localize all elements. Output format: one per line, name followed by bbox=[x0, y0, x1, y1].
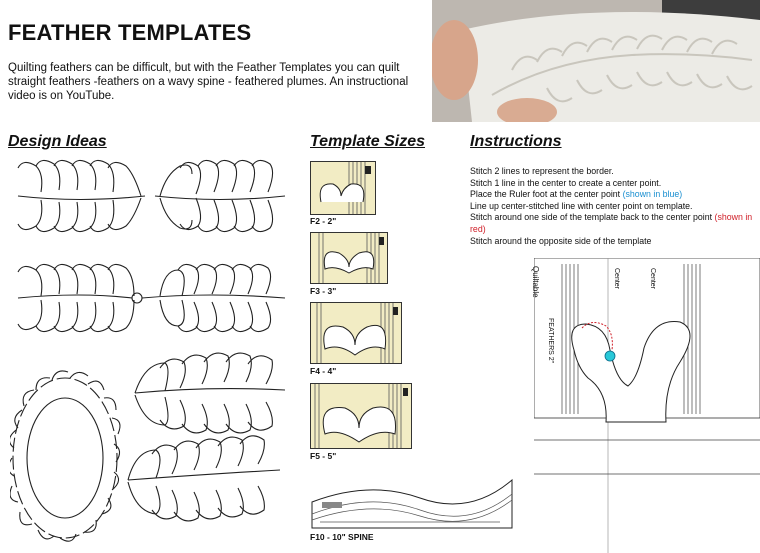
page-title: FEATHER TEMPLATES bbox=[8, 20, 252, 45]
step-1: Stitch 2 lines to represent the border. bbox=[470, 166, 614, 176]
design-ideas-drawings bbox=[10, 158, 300, 548]
step-5: Stitch around one side of the template back to the center point (shown in red) bbox=[470, 212, 753, 234]
step-4: Line up center-stitched line with center point on template. bbox=[470, 200, 693, 211]
step-6: Stitch around the opposite side of the template bbox=[470, 235, 652, 246]
template-f4 bbox=[310, 302, 402, 364]
red-note: (shown in red) bbox=[470, 212, 753, 234]
intro-text: Quilting feathers can be difficult, but with the Feather Templates you can quilt straight feathers -feathers on a wavy spine - feathered plumes. An instructional video is on YouTube. bbox=[8, 62, 409, 102]
step-2: Stitch 1 line in the center to create a center point. bbox=[470, 177, 662, 188]
diagram-center-left: Center bbox=[613, 268, 620, 290]
instruction-diagram bbox=[531, 258, 760, 553]
template-f5 bbox=[310, 383, 412, 449]
template-sizes-heading: Template Sizes bbox=[310, 133, 426, 150]
diagram-center-right: Center bbox=[649, 268, 656, 290]
template-f3-caption: F3 - 3" bbox=[310, 286, 337, 296]
diagram-brand: Quiltable bbox=[531, 266, 540, 298]
template-f4-caption: F4 - 4" bbox=[310, 366, 337, 376]
template-f2-caption: F2 - 2" bbox=[310, 216, 337, 226]
template-f10-caption: F10 - 10" SPINE bbox=[310, 532, 374, 542]
template-f2 bbox=[310, 161, 376, 215]
instruction-steps bbox=[470, 166, 756, 247]
template-f10-spine bbox=[310, 470, 514, 530]
design-ideas-heading: Design Ideas bbox=[8, 133, 107, 150]
instructions-heading: Instructions bbox=[470, 133, 562, 150]
blue-note: (shown in blue) bbox=[622, 189, 683, 200]
diagram-template-name: FEATHERS 2" bbox=[547, 318, 554, 364]
template-f5-caption: F5 - 5" bbox=[310, 451, 337, 461]
quilt-photo bbox=[432, 0, 760, 122]
template-f3 bbox=[310, 232, 388, 284]
step-3: Place the Ruler foot at the center point (shown in blue) bbox=[470, 189, 683, 200]
